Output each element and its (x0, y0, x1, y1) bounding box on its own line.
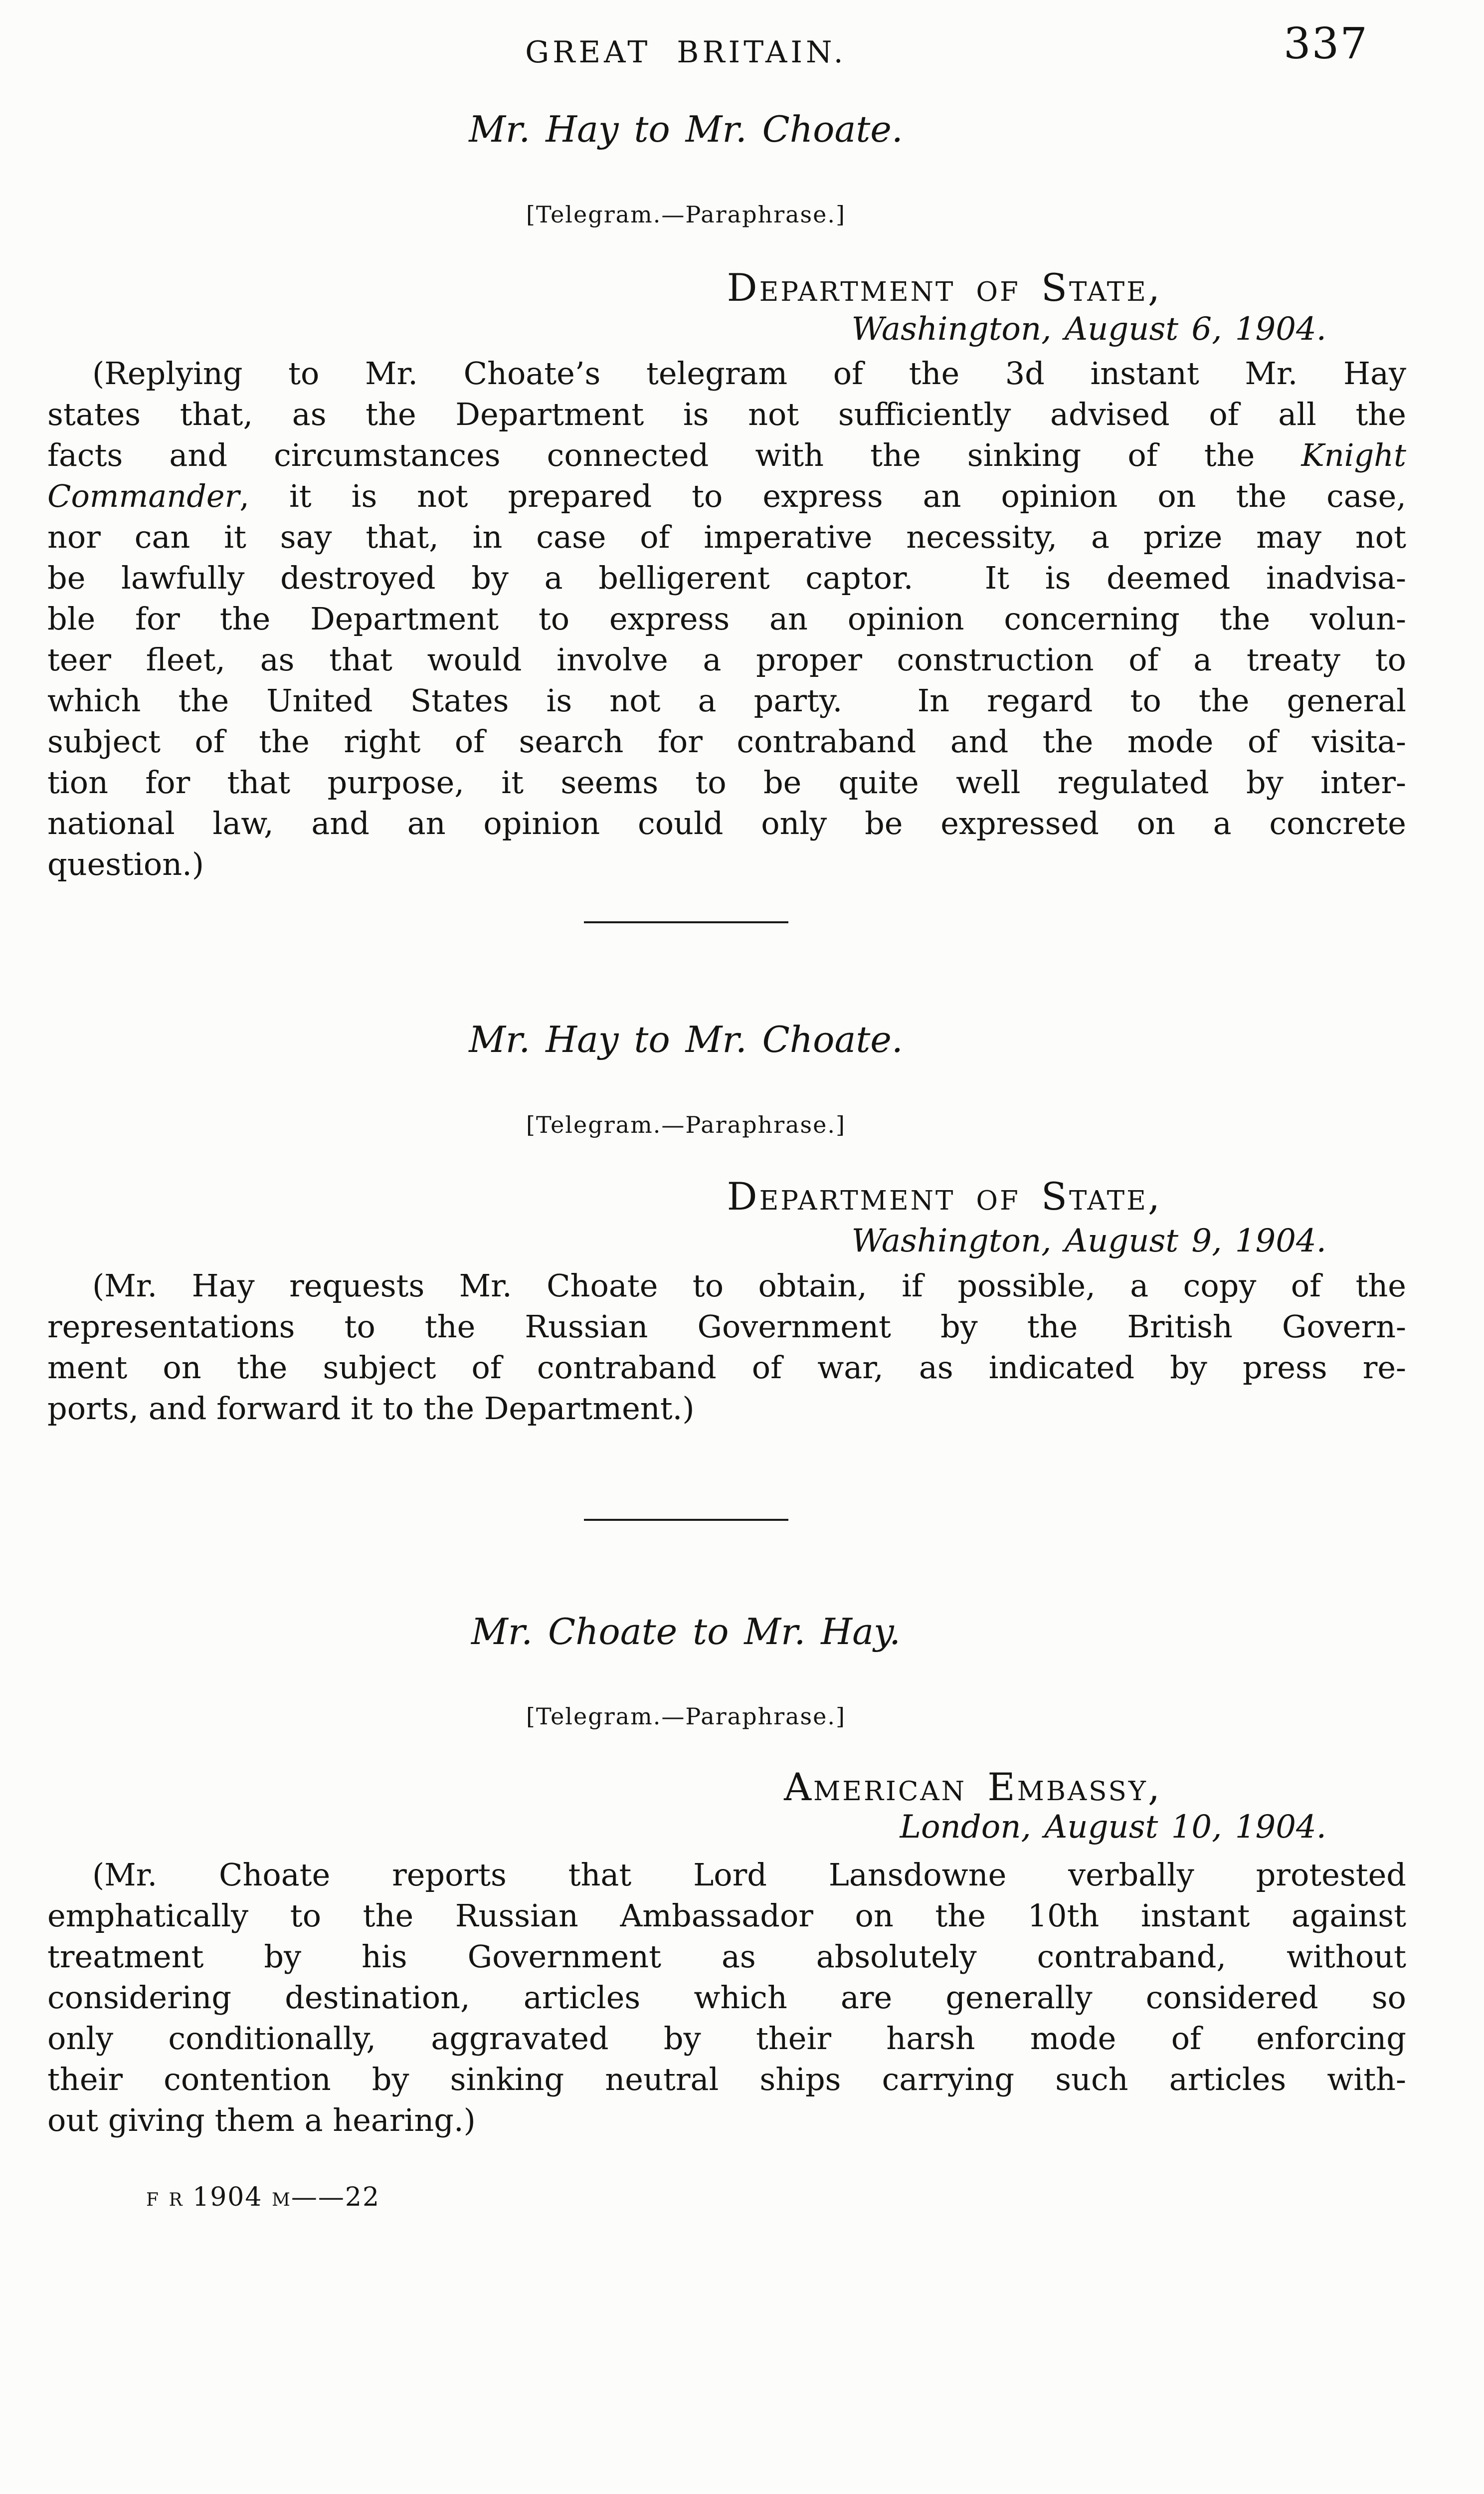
body-line: emphatically to the Russian Ambassador on the 10th instant against (47, 1897, 1406, 1934)
letter-origin: Department of State, (727, 1174, 1162, 1219)
telegram-label: [Telegram.—Paraphrase.] (526, 1703, 846, 1730)
section-divider-wrap (6, 921, 1365, 923)
telegram-label: [Telegram.—Paraphrase.] (526, 1111, 846, 1138)
body-line: tion for that purpose, it seems to be quite well regulated by inter- (47, 764, 1406, 801)
body-line: which the United States is not a party. In regard to the general (47, 682, 1406, 719)
body-line: Commander, it is not prepared to express an opinion on the case, (47, 478, 1406, 514)
letter-dateline: Washington, August 6, 1904. (851, 311, 1326, 348)
body-line: national law, and an opinion could only be expressed on a concrete (47, 805, 1406, 841)
letter-dateline: Washington, August 9, 1904. (851, 1223, 1326, 1259)
body-line: (Mr. Hay requests Mr. Choate to obtain, if possible, a copy of the (92, 1267, 1406, 1304)
body-line: ble for the Department to express an opinion concerning the volun- (47, 601, 1406, 637)
letter-heading: Mr. Hay to Mr. Choate. (469, 108, 903, 150)
telegram-label: [Telegram.—Paraphrase.] (526, 201, 846, 228)
body-line: facts and circumstances connected with the sinking of the Knight (47, 437, 1406, 473)
body-line: (Mr. Choate reports that Lord Lansdowne verbally protested (92, 1857, 1406, 1893)
body-line: states that, as the Department is not sufficiently advised of all the (47, 396, 1406, 432)
body-line: nor can it say that, in case of imperative necessity, a prize may not (47, 519, 1406, 555)
page-number: 337 (1283, 19, 1368, 69)
letter-origin: American Embassy, (784, 1765, 1162, 1809)
letter-body (47, 353, 1406, 885)
letter-dateline: London, August 10, 1904. (900, 1809, 1326, 1846)
letter-section-3 (47, 1608, 1406, 2141)
body-line: ports, and forward it to the Department.) (47, 1390, 695, 1427)
body-line: only conditionally, aggravated by their harsh mode of enforcing (47, 2020, 1406, 2057)
letter-heading: Mr. Hay to Mr. Choate. (469, 1019, 903, 1060)
letter-section-1 (47, 106, 1406, 885)
body-line: ment on the subject of contraband of war, as indicated by press re- (47, 1349, 1406, 1386)
letter-body (47, 1265, 1406, 1429)
section-divider (584, 1519, 788, 1521)
body-line: their contention by sinking neutral ships carrying such articles with- (47, 2061, 1406, 2097)
body-line: subject of the right of search for contraband and the mode of visita- (47, 723, 1406, 760)
body-line: out giving them a hearing.) (47, 2102, 476, 2138)
body-line: representations to the Russian Government by the British Govern- (47, 1308, 1406, 1345)
body-line: teer fleet, as that would involve a proper construction of a treaty to (47, 641, 1406, 678)
body-line: (Replying to Mr. Choate’s telegram of the 3d instant Mr. Hay (92, 355, 1406, 392)
body-line: be lawfully destroyed by a belligerent captor. It is deemed inadvisa- (47, 560, 1406, 596)
section-divider (584, 921, 788, 923)
running-head-title: GREAT BRITAIN. (525, 35, 847, 70)
running-head (47, 19, 1406, 75)
letter-section-2 (47, 1016, 1406, 1429)
letter-body (47, 1855, 1406, 2141)
letter-heading: Mr. Choate to Mr. Hay. (471, 1611, 901, 1653)
body-line: treatment by his Government as absolutely contraband, without (47, 1938, 1406, 1975)
section-divider-wrap (6, 1519, 1365, 1521)
printer-signature: f r 1904 m——22 (146, 2182, 380, 2212)
body-line: considering destination, articles which are generally considered so (47, 1979, 1406, 2016)
body-line: question.) (47, 846, 204, 882)
letter-origin: Department of State, (727, 265, 1162, 310)
